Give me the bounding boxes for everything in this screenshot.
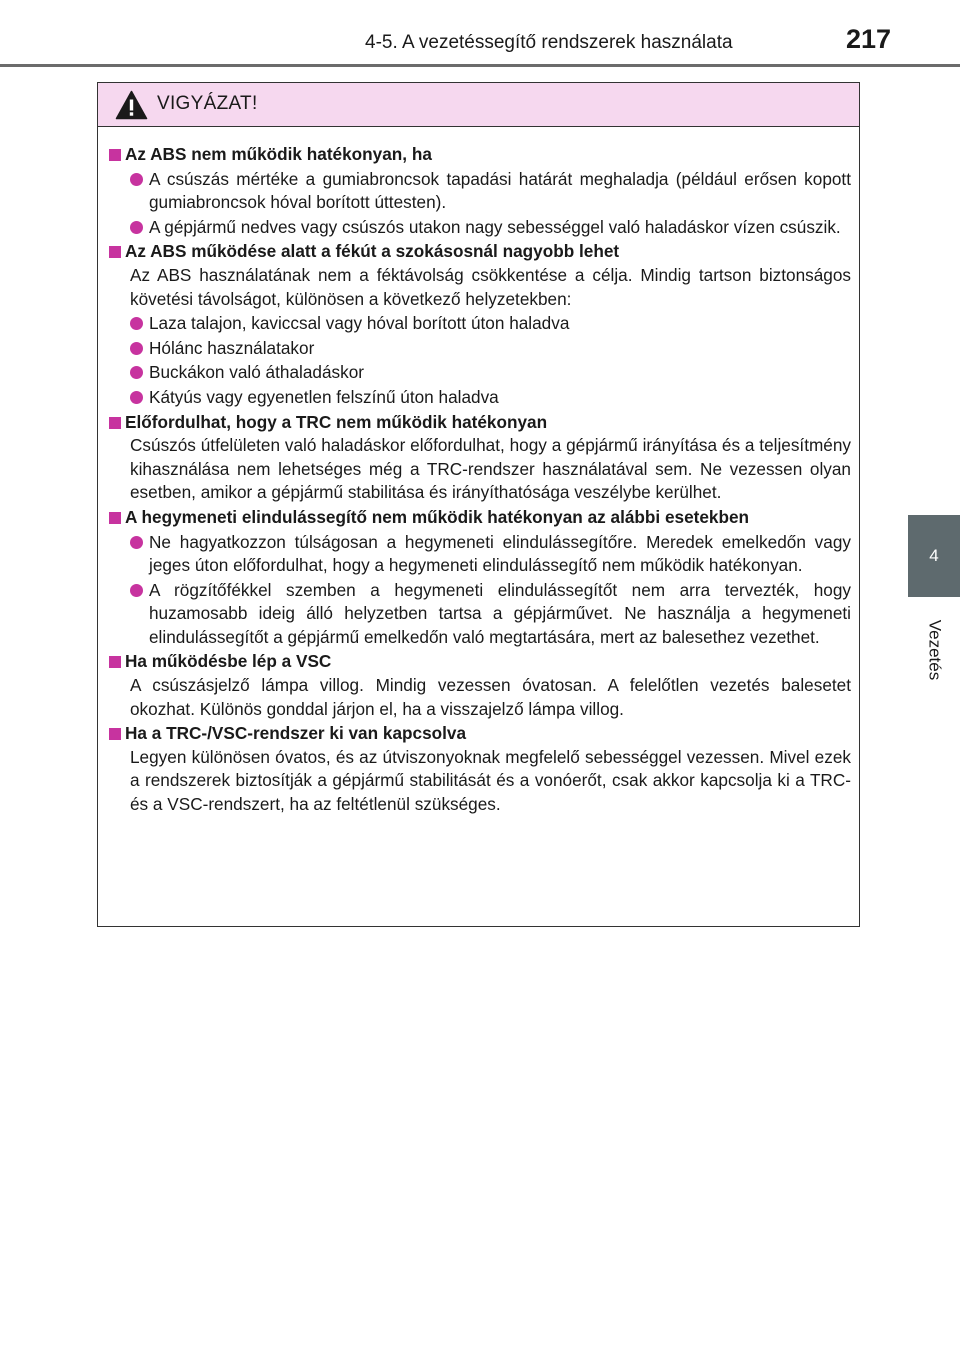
round-bullet-icon [130,342,143,355]
section-title: 4-5. A vezetéssegítő rendszerek használata [365,32,733,53]
square-bullet-icon [109,417,121,429]
round-bullet-icon [130,173,143,186]
square-bullet-icon [109,149,121,161]
warning-section [106,506,851,650]
list-item: Kátyús vagy egyenetlen felszínű úton haladva [106,386,851,410]
warning-section [106,650,851,721]
warning-section [106,240,851,409]
warning-body [98,127,859,817]
chapter-number: 4 [929,546,939,565]
section-paragraph: Csúszós útfelületen való haladáskor előfordulhat, hogy a gépjármű irányítása és a teljesítmény kihasználása nem lehetséges még a TRC-rendszer használatával sem. Ne vezessen olyan esetben, amikor a gépjármű stabilitása és irányíthatósága veszélybe kerülhet. [130,435,851,503]
round-bullet-icon [130,317,143,330]
section-heading: Az ABS működése alatt a fékút a szokásosnál nagyobb lehet [106,240,851,264]
section-heading: A hegymeneti elindulássegítő nem működik hatékonyan az alábbi esetekben [106,506,851,530]
square-bullet-icon [109,512,121,524]
section-paragraph: A csúszásjelző lámpa villog. Mindig vezessen óvatosan. A felelőtlen vezetés balesetet okozhat. Különös gonddal járjon el, ha a visszajelző lámpa villog. [130,675,851,719]
section-heading: Ha működésbe lép a VSC [106,650,851,674]
warning-triangle-icon [115,90,148,120]
section-paragraph: Az ABS használatának nem a féktávolság csökkentése a célja. Mindig tartson biztonságos követési távolságot, különösen a következő helyzetekben: [130,264,851,309]
page-number: 217 [846,24,892,54]
warning-section [106,143,851,239]
warning-box [97,82,860,927]
round-bullet-icon [130,536,143,549]
list-item: Laza talajon, kaviccsal vagy hóval borított úton haladva [106,312,851,336]
chapter-label-text: Vezetés [925,619,944,681]
square-bullet-icon [109,728,121,740]
round-bullet-icon [130,391,143,404]
section-heading: Ha a TRC-/VSC-rendszer ki van kapcsolva [106,722,851,746]
header-rule [0,64,960,67]
square-bullet-icon [109,246,121,258]
chapter-tab[interactable] [908,515,960,597]
round-bullet-icon [130,366,143,379]
section-heading: Előfordulhat, hogy a TRC nem működik hatékonyan [106,411,851,435]
warning-section [106,722,851,816]
round-bullet-icon [130,584,143,597]
section-paragraph: Legyen különösen óvatos, és az útviszonyoknak megfelelő sebességgel vezessen. Mivel ezek a rendszerek biztosítják a gépjármű stabilitását és a vonóerőt, csak akkor kapcsolja ki a TRC- és a VSC-rendszert, ha az feltétlenül szükséges. [130,746,851,815]
list-item: Ne hagyatkozzon túlságosan a hegymeneti elindulássegítőre. Meredek emelkedőn vagy jeges úton előfordulhat, hogy a hegymeneti elindulássegítő nem működik hatékonyan. [106,531,851,578]
list-item: A rögzítőfékkel szemben a hegymeneti elindulássegítőt nem arra tervezték, hogy huzamosabb ideig álló helyzetben tartsa a gépjárművet. Ne használja a hegymeneti elindulássegítőt a gépjármű emelkedőn való megtartására, mert az balesethez vezethet. [106,579,851,650]
list-item: Hólánc használatakor [106,337,851,361]
chapter-label [906,608,960,692]
round-bullet-icon [130,221,143,234]
section-heading: Az ABS nem működik hatékonyan, ha [106,143,851,167]
list-item: A gépjármű nedves vagy csúszós utakon nagy sebességgel való haladáskor vízen csúszik. [106,216,851,240]
warning-title: VIGYÁZAT! [157,93,258,114]
warning-header [98,83,859,127]
list-item: A csúszás mértéke a gumiabroncsok tapadási határát meghaladja (például erősen kopott gumiabroncsok hóval borított úttesten). [106,168,851,215]
warning-section [106,411,851,505]
list-item: Buckákon való áthaladáskor [106,361,851,385]
square-bullet-icon [109,656,121,668]
page-header [0,0,960,68]
